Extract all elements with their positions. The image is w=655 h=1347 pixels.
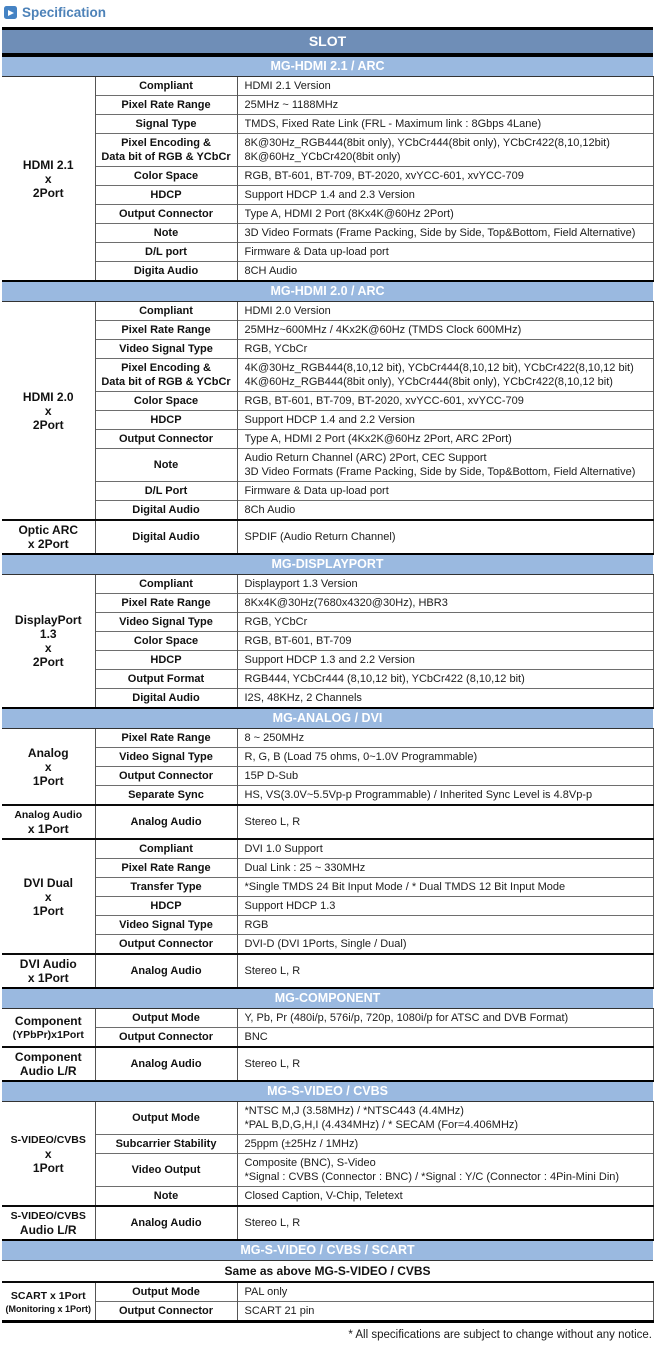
spec-value-cell: RGB444, YCbCr444 (8,10,12 bit), YCbCr422 (8,10,12 bit) [237, 670, 653, 689]
spec-row [2, 186, 653, 205]
spec-row [2, 1028, 653, 1048]
spec-row [2, 134, 653, 167]
port-cell: DisplayPort 1.3 x 2Port [2, 575, 95, 709]
spec-label-cell: Video Signal Type [95, 340, 237, 359]
spec-value-cell: SPDIF (Audio Return Channel) [237, 520, 653, 554]
spec-label-cell: Color Space [95, 632, 237, 651]
spec-row [2, 632, 653, 651]
spec-value-cell: 8K@30Hz_RGB444(8bit only), YCbCr444(8bit only), YCbCr422(8,10,12bit) 8K@60Hz_YCbCr420(8bit only) [237, 134, 653, 167]
spec-label-cell: Video Signal Type [95, 916, 237, 935]
section-header-row [2, 708, 653, 729]
section-header: MG-HDMI 2.0 / ARC [2, 281, 653, 302]
spec-value-cell: Audio Return Channel (ARC) 2Port, CEC Support 3D Video Formats (Frame Packing, Side by Side, Top&Bottom, Field Alternative) [237, 449, 653, 482]
spec-row [2, 1282, 653, 1302]
spec-value-cell: HDMI 2.0 Version [237, 302, 653, 321]
spec-value-cell: RGB, BT-601, BT-709, BT-2020, xvYCC-601, xvYCC-709 [237, 167, 653, 186]
spec-row [2, 916, 653, 935]
section-header-row [2, 988, 653, 1009]
spec-value-cell: 25ppm (±25Hz / 1MHz) [237, 1135, 653, 1154]
port-cell: Analog Audio x 1Port [2, 805, 95, 839]
port-cell: S-VIDEO/CVBS x 1Port [2, 1102, 95, 1207]
spec-value-cell: Firmware & Data up-load port [237, 243, 653, 262]
same-as-note: Same as above MG-S-VIDEO / CVBS [2, 1261, 653, 1283]
spec-row [2, 651, 653, 670]
spec-value-cell: 8Kx4K@30Hz(7680x4320@30Hz), HBR3 [237, 594, 653, 613]
spec-label-cell: Note [95, 1187, 237, 1207]
port-cell: SCART x 1Port (Monitoring x 1Port) [2, 1282, 95, 1322]
spec-label-cell: Output Format [95, 670, 237, 689]
spec-label-cell: Analog Audio [95, 1047, 237, 1081]
spec-value-cell: 3D Video Formats (Frame Packing, Side by Side, Top&Bottom, Field Alternative) [237, 224, 653, 243]
page-title-text: Specification [22, 5, 107, 20]
spec-value-cell: Dual Link : 25 ~ 330MHz [237, 859, 653, 878]
spec-value-cell: BNC [237, 1028, 653, 1048]
spec-value-cell: Stereo L, R [237, 805, 653, 839]
spec-row [2, 613, 653, 632]
spec-row [2, 520, 653, 554]
spec-value-cell: Stereo L, R [237, 1206, 653, 1240]
spec-row [2, 430, 653, 449]
section-header: MG-DISPLAYPORT [2, 554, 653, 575]
port-cell: Component Audio L/R [2, 1047, 95, 1081]
spec-row [2, 359, 653, 392]
spec-value-cell: Displayport 1.3 Version [237, 575, 653, 594]
spec-row [2, 340, 653, 359]
spec-value-cell: HS, VS(3.0V~5.5Vp-p Programmable) / Inherited Sync Level is 4.8Vp-p [237, 786, 653, 806]
spec-row [2, 321, 653, 340]
spec-row [2, 392, 653, 411]
spec-table [2, 55, 654, 1323]
spec-value-cell: 8CH Audio [237, 262, 653, 282]
port-cell: Optic ARC x 2Port [2, 520, 95, 554]
spec-label-cell: Pixel Encoding & Data bit of RGB & YCbCr [95, 134, 237, 167]
spec-value-cell: Type A, HDMI 2 Port (8Kx4K@60Hz 2Port) [237, 205, 653, 224]
spec-value-cell: Support HDCP 1.3 [237, 897, 653, 916]
spec-label-cell: Compliant [95, 302, 237, 321]
spec-row [2, 935, 653, 955]
spec-value-cell: RGB, YCbCr [237, 340, 653, 359]
spec-label-cell: Analog Audio [95, 954, 237, 988]
spec-label-cell: Video Signal Type [95, 613, 237, 632]
spec-row [2, 805, 653, 839]
page-title [4, 5, 653, 20]
spec-label-cell: Video Output [95, 1154, 237, 1187]
spec-row [2, 302, 653, 321]
spec-label-cell: Output Connector [95, 430, 237, 449]
spec-row [2, 1154, 653, 1187]
spec-row [2, 839, 653, 859]
spec-label-cell: Pixel Rate Range [95, 729, 237, 748]
spec-value-cell: RGB, YCbCr [237, 613, 653, 632]
spec-row [2, 167, 653, 186]
spec-row [2, 96, 653, 115]
spec-label-cell: Output Mode [95, 1282, 237, 1302]
spec-value-cell: Support HDCP 1.4 and 2.2 Version [237, 411, 653, 430]
spec-value-cell: Closed Caption, V-Chip, Teletext [237, 1187, 653, 1207]
spec-row [2, 411, 653, 430]
spec-label-cell: Transfer Type [95, 878, 237, 897]
spec-value-cell: 25MHz~600MHz / 4Kx2K@60Hz (TMDS Clock 600MHz) [237, 321, 653, 340]
spec-label-cell: Digital Audio [95, 501, 237, 521]
spec-row [2, 670, 653, 689]
spec-value-cell: *NTSC M,J (3.58MHz) / *NTSC443 (4.4MHz) *PAL B,D,G,H,I (4.434MHz) / * SECAM (For=4.406MHz) [237, 1102, 653, 1135]
spec-table-body [2, 56, 653, 1322]
same-as-note-row [2, 1261, 653, 1283]
section-header: MG-S-VIDEO / CVBS [2, 1081, 653, 1102]
spec-label-cell: Output Mode [95, 1009, 237, 1028]
spec-row [2, 115, 653, 134]
port-cell: Component (YPbPr)x1Port [2, 1009, 95, 1048]
spec-row [2, 729, 653, 748]
spec-label-cell: Separate Sync [95, 786, 237, 806]
spec-label-cell: Compliant [95, 575, 237, 594]
spec-value-cell: 25MHz ~ 1188MHz [237, 96, 653, 115]
section-header: MG-COMPONENT [2, 988, 653, 1009]
spec-value-cell: Composite (BNC), S-Video *Signal : CVBS (Connector : BNC) / *Signal : Y/C (Connector : 4Pin-Mini Din) [237, 1154, 653, 1187]
spec-value-cell: SCART 21 pin [237, 1302, 653, 1322]
play-icon [4, 6, 17, 19]
section-header-row [2, 1240, 653, 1261]
spec-value-cell: 8 ~ 250MHz [237, 729, 653, 748]
spec-row [2, 1047, 653, 1081]
spec-value-cell: RGB [237, 916, 653, 935]
port-cell: HDMI 2.1 x 2Port [2, 77, 95, 282]
spec-label-cell: Pixel Rate Range [95, 859, 237, 878]
spec-label-cell: Pixel Encoding & Data bit of RGB & YCbCr [95, 359, 237, 392]
spec-value-cell: TMDS, Fixed Rate Link (FRL - Maximum link : 8Gbps 4Lane) [237, 115, 653, 134]
spec-label-cell: Output Connector [95, 205, 237, 224]
spec-row [2, 878, 653, 897]
spec-value-cell: Support HDCP 1.4 and 2.3 Version [237, 186, 653, 205]
spec-value-cell: HDMI 2.1 Version [237, 77, 653, 96]
spec-label-cell: D/L Port [95, 482, 237, 501]
spec-label-cell: HDCP [95, 411, 237, 430]
section-header-row [2, 56, 653, 77]
spec-row [2, 767, 653, 786]
spec-row [2, 449, 653, 482]
spec-label-cell: Note [95, 449, 237, 482]
spec-row [2, 482, 653, 501]
spec-label-cell: Pixel Rate Range [95, 321, 237, 340]
spec-row [2, 1135, 653, 1154]
spec-row [2, 243, 653, 262]
section-header: MG-HDMI 2.1 / ARC [2, 56, 653, 77]
spec-row [2, 1187, 653, 1207]
spec-label-cell: Pixel Rate Range [95, 96, 237, 115]
spec-label-cell: Digita Audio [95, 262, 237, 282]
spec-row [2, 859, 653, 878]
spec-label-cell: HDCP [95, 186, 237, 205]
spec-label-cell: Signal Type [95, 115, 237, 134]
spec-label-cell: HDCP [95, 897, 237, 916]
spec-row [2, 1206, 653, 1240]
port-cell: Analog x 1Port [2, 729, 95, 806]
spec-row [2, 897, 653, 916]
spec-label-cell: Pixel Rate Range [95, 594, 237, 613]
spec-row [2, 575, 653, 594]
spec-label-cell: Color Space [95, 167, 237, 186]
spec-row [2, 594, 653, 613]
spec-value-cell: *Single TMDS 24 Bit Input Mode / * Dual TMDS 12 Bit Input Mode [237, 878, 653, 897]
spec-label-cell: Video Signal Type [95, 748, 237, 767]
spec-value-cell: DVI 1.0 Support [237, 839, 653, 859]
spec-label-cell: Subcarrier Stability [95, 1135, 237, 1154]
spec-label-cell: Compliant [95, 77, 237, 96]
spec-value-cell: 15P D-Sub [237, 767, 653, 786]
spec-value-cell: Firmware & Data up-load port [237, 482, 653, 501]
spec-value-cell: RGB, BT-601, BT-709 [237, 632, 653, 651]
spec-value-cell: PAL only [237, 1282, 653, 1302]
section-header-row [2, 1081, 653, 1102]
spec-label-cell: Digital Audio [95, 689, 237, 709]
spec-label-cell: Digital Audio [95, 520, 237, 554]
spec-label-cell: Compliant [95, 839, 237, 859]
spec-value-cell: 4K@30Hz_RGB444(8,10,12 bit), YCbCr444(8,10,12 bit), YCbCr422(8,10,12 bit) 4K@60Hz_RGB444(8bit only), YCbCr444(8bit only), YCbCr422(8,10,12 bit) [237, 359, 653, 392]
spec-value-cell: RGB, BT-601, BT-709, BT-2020, xvYCC-601, xvYCC-709 [237, 392, 653, 411]
spec-row [2, 501, 653, 521]
spec-row [2, 1009, 653, 1028]
spec-row [2, 786, 653, 806]
spec-row [2, 689, 653, 709]
spec-value-cell: R, G, B (Load 75 ohms, 0~1.0V Programmable) [237, 748, 653, 767]
spec-label-cell: Analog Audio [95, 805, 237, 839]
spec-value-cell: Stereo L, R [237, 954, 653, 988]
spec-row [2, 224, 653, 243]
port-cell: DVI Audio x 1Port [2, 954, 95, 988]
slot-header: SLOT [2, 27, 653, 55]
spec-label-cell: Output Connector [95, 1302, 237, 1322]
port-cell: S-VIDEO/CVBS Audio L/R [2, 1206, 95, 1240]
spec-label-cell: Output Connector [95, 767, 237, 786]
spec-value-cell: DVI-D (DVI 1Ports, Single / Dual) [237, 935, 653, 955]
section-header-row [2, 554, 653, 575]
spec-value-cell: Type A, HDMI 2 Port (4Kx2K@60Hz 2Port, ARC 2Port) [237, 430, 653, 449]
spec-label-cell: Note [95, 224, 237, 243]
spec-row [2, 262, 653, 282]
spec-row [2, 748, 653, 767]
spec-row [2, 1302, 653, 1322]
spec-value-cell: I2S, 48KHz, 2 Channels [237, 689, 653, 709]
spec-row [2, 954, 653, 988]
section-header-row [2, 281, 653, 302]
footer-note: * All specifications are subject to change without any notice. [348, 1329, 652, 1341]
spec-label-cell: Output Connector [95, 1028, 237, 1048]
spec-value-cell: Y, Pb, Pr (480i/p, 576i/p, 720p, 1080i/p for ATSC and DVB Format) [237, 1009, 653, 1028]
spec-label-cell: HDCP [95, 651, 237, 670]
spec-row [2, 1102, 653, 1135]
port-cell: DVI Dual x 1Port [2, 839, 95, 954]
spec-label-cell: Color Space [95, 392, 237, 411]
port-cell: HDMI 2.0 x 2Port [2, 302, 95, 521]
spec-value-cell: 8Ch Audio [237, 501, 653, 521]
spec-row [2, 205, 653, 224]
spec-value-cell: Stereo L, R [237, 1047, 653, 1081]
spec-label-cell: Output Connector [95, 935, 237, 955]
spec-row [2, 77, 653, 96]
spec-label-cell: Analog Audio [95, 1206, 237, 1240]
spec-label-cell: D/L port [95, 243, 237, 262]
section-header: MG-ANALOG / DVI [2, 708, 653, 729]
section-header: MG-S-VIDEO / CVBS / SCART [2, 1240, 653, 1261]
spec-value-cell: Support HDCP 1.3 and 2.2 Version [237, 651, 653, 670]
spec-label-cell: Output Mode [95, 1102, 237, 1135]
